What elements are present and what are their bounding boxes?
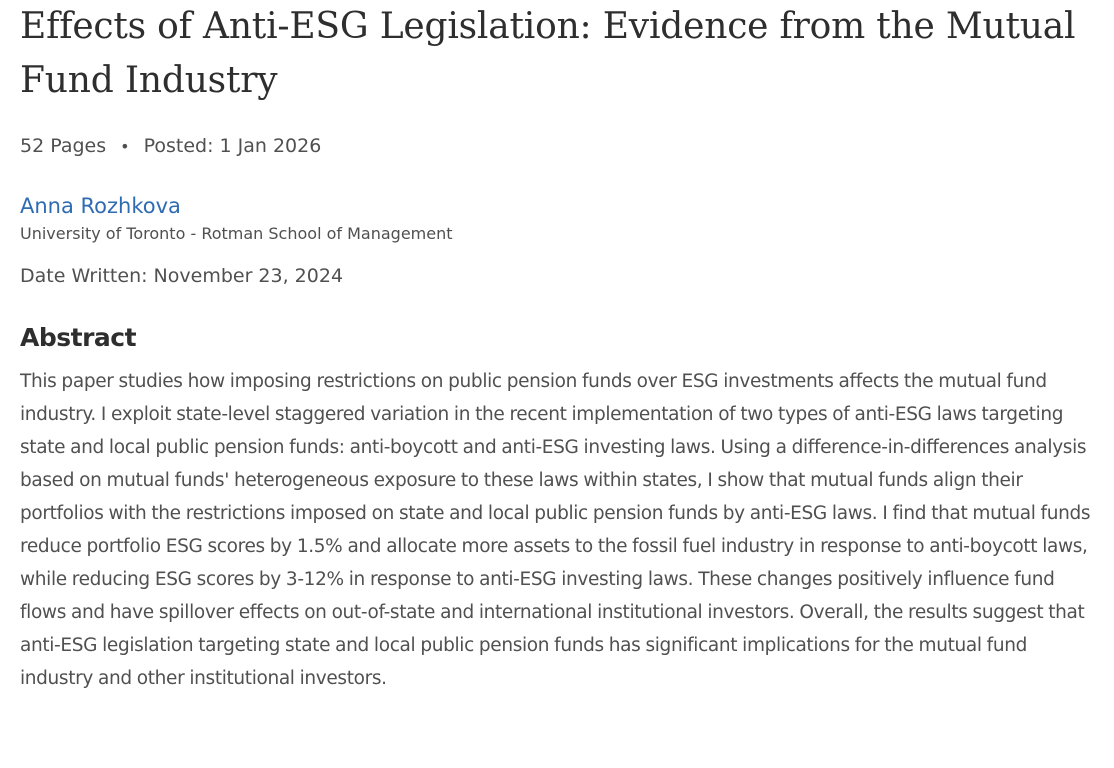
author-link[interactable]: Anna Rozhkova <box>20 194 181 218</box>
meta-separator: • <box>120 136 130 156</box>
date-written: Date Written: November 23, 2024 <box>20 265 344 287</box>
author-affiliation: University of Toronto - Rotman School of Management <box>20 224 453 243</box>
paper-meta <box>20 135 1100 157</box>
paper-page <box>20 0 1100 695</box>
abstract-text: This paper studies how imposing restrictions on public pension funds over ESG investments affects the mutual fund industry. I exploit state-level staggered variation in the recent implementation of two types of anti-ESG laws targeting state and local public pension funds: anti-boycott and anti-ESG investing laws. Using a difference-in-differences analysis based on mutual funds' heterogeneous exposure to these laws within states, I show that mutual funds align their portfolios with the restrictions imposed on state and local public pension funds by anti-ESG laws. I find that mutual funds reduce portfolio ESG scores by 1.5% and allocate more assets to the fossil fuel industry in response to anti-boycott laws, while reducing ESG scores by 3-12% in response to anti-ESG investing laws. These changes positively influence fund flows and have spillover effects on out-of-state and international institutional investors. Overall, the results suggest that anti-ESG legislation targeting state and local public pension funds has significant implications for the mutual fund industry and other institutional investors. <box>20 371 1091 689</box>
paper-title: Effects of Anti-ESG Legislation: Evidence from the Mutual Fund Industry <box>20 6 1076 101</box>
posted-date: Posted: 1 Jan 2026 <box>143 135 322 157</box>
page-count: 52 Pages <box>20 135 107 157</box>
abstract-heading: Abstract <box>20 323 137 352</box>
